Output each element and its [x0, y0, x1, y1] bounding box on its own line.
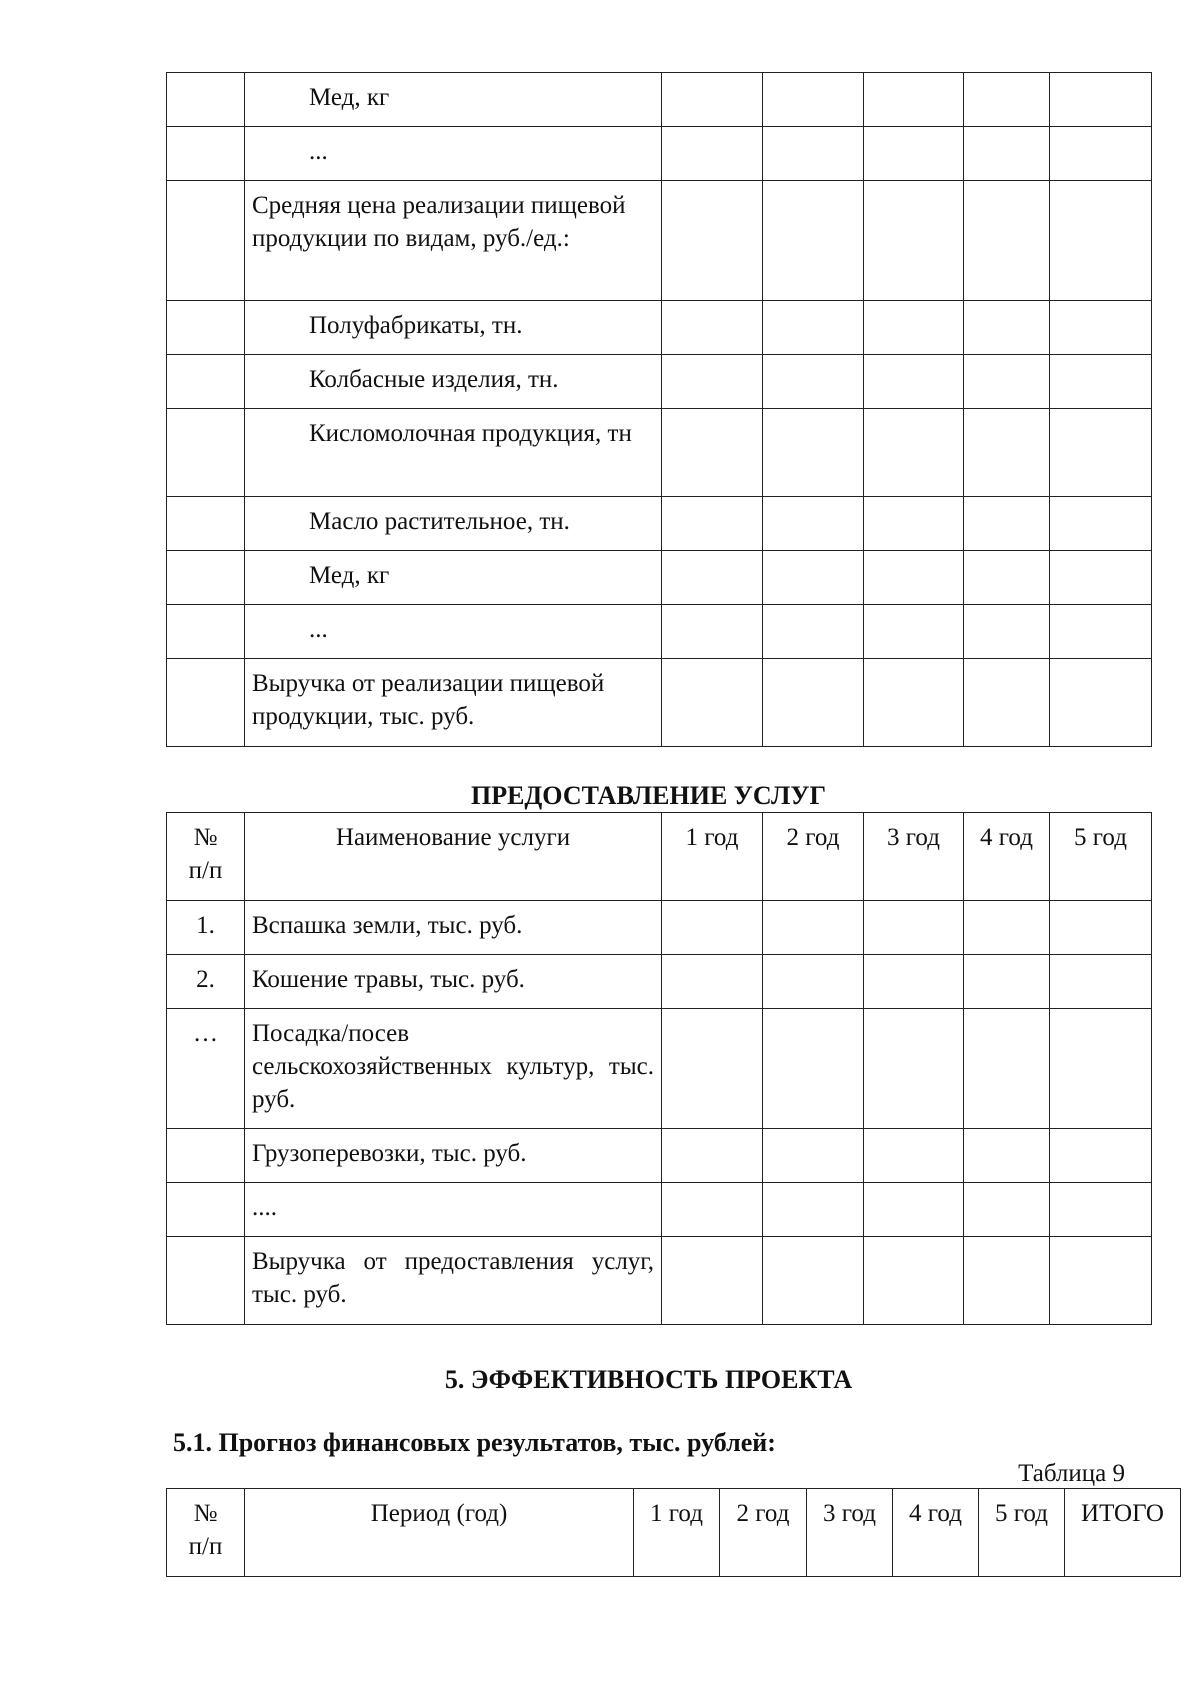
year-cell: [763, 301, 864, 355]
year-cell: [864, 301, 964, 355]
row-number: [167, 181, 245, 301]
year-cell: [964, 605, 1050, 659]
year-cell: [964, 955, 1050, 1009]
row-label: Грузоперевозки, тыс. руб.: [245, 1129, 662, 1183]
financial-results-table: [166, 1488, 1181, 1577]
year-cell: [964, 1237, 1050, 1325]
header-year-3: 3 год: [807, 1489, 893, 1577]
year-cell: [864, 127, 964, 181]
year-cell: [662, 955, 763, 1009]
year-cell: [1050, 955, 1152, 1009]
section-subheading: 5.1. Прогноз финансовых результатов, тыс. рублей:: [173, 1428, 776, 1457]
year-cell: [763, 901, 864, 955]
row-number: [167, 497, 245, 551]
header-number: № п/п: [167, 1489, 245, 1577]
row-number: 1.: [167, 901, 245, 955]
year-cell: [763, 73, 864, 127]
year-cell: [1050, 497, 1152, 551]
year-cell: [964, 1129, 1050, 1183]
table-label: Таблица 9: [1018, 1460, 1125, 1487]
header-year-3: 3 год: [864, 813, 964, 901]
year-cell: [662, 301, 763, 355]
year-cell: [763, 181, 864, 301]
year-cell: [1050, 73, 1152, 127]
year-cell: [964, 181, 1050, 301]
row-number: [167, 355, 245, 409]
row-label: Полуфабрикаты, тн.: [245, 301, 662, 355]
table-row: [167, 73, 1152, 127]
header-year-4: 4 год: [964, 813, 1050, 901]
food-products-table: [166, 72, 1152, 747]
year-cell: [763, 551, 864, 605]
row-number: [167, 551, 245, 605]
year-cell: [964, 1009, 1050, 1129]
header-year-5: 5 год: [979, 1489, 1065, 1577]
year-cell: [1050, 1129, 1152, 1183]
year-cell: [662, 355, 763, 409]
table-row: [167, 659, 1152, 747]
year-cell: [864, 1129, 964, 1183]
year-cell: [1050, 409, 1152, 497]
header-period: Период (год): [245, 1489, 634, 1577]
year-cell: [864, 497, 964, 551]
year-cell: [763, 1183, 864, 1237]
year-cell: [864, 551, 964, 605]
year-cell: [1050, 901, 1152, 955]
year-cell: [763, 1129, 864, 1183]
year-cell: [662, 659, 763, 747]
table-row: [167, 1237, 1152, 1325]
table-row: [167, 901, 1152, 955]
year-cell: [662, 73, 763, 127]
row-label: Выручка от предоставления услуг, тыс. руб.: [245, 1237, 662, 1325]
year-cell: [964, 659, 1050, 747]
table-row: [167, 181, 1152, 301]
row-number: [167, 127, 245, 181]
row-label: Мед, кг: [245, 551, 662, 605]
header-year-5: 5 год: [1050, 813, 1152, 901]
year-cell: [763, 127, 864, 181]
row-label: Кошение травы, тыс. руб.: [245, 955, 662, 1009]
year-cell: [763, 409, 864, 497]
row-number: [167, 301, 245, 355]
row-label: Выручка от реализации пищевой продукции, тыс. руб.: [245, 659, 662, 747]
row-number: 2.: [167, 955, 245, 1009]
year-cell: [864, 73, 964, 127]
year-cell: [662, 901, 763, 955]
table-row: [167, 127, 1152, 181]
services-title: ПРЕДОСТАВЛЕНИЕ УСЛУГ: [470, 781, 827, 810]
year-cell: [1050, 659, 1152, 747]
header-service-name: Наименование услуги: [245, 813, 662, 901]
year-cell: [763, 355, 864, 409]
table-row: [167, 605, 1152, 659]
row-number: [167, 605, 245, 659]
year-cell: [1050, 301, 1152, 355]
table-row: [167, 1129, 1152, 1183]
year-cell: [763, 659, 864, 747]
table-row: [167, 409, 1152, 497]
year-cell: [662, 1183, 763, 1237]
row-number: [167, 659, 245, 747]
year-cell: [864, 605, 964, 659]
year-cell: [662, 551, 763, 605]
row-label: ...: [245, 127, 662, 181]
year-cell: [964, 409, 1050, 497]
table-row: [167, 301, 1152, 355]
row-label: Посадка/посев сельскохозяйственных культур, тыс. руб.: [245, 1009, 662, 1129]
year-cell: [662, 1237, 763, 1325]
row-label: Масло растительное, тн.: [245, 497, 662, 551]
year-cell: [1050, 1009, 1152, 1129]
row-label: Мед, кг: [245, 73, 662, 127]
year-cell: [964, 1183, 1050, 1237]
row-number: [167, 1183, 245, 1237]
header-total: ИТОГО: [1065, 1489, 1181, 1577]
year-cell: [1050, 181, 1152, 301]
year-cell: [964, 901, 1050, 955]
services-table: [166, 812, 1152, 1325]
year-cell: [864, 181, 964, 301]
row-label: ....: [245, 1183, 662, 1237]
table-row: [167, 497, 1152, 551]
year-cell: [763, 1237, 864, 1325]
year-cell: [1050, 127, 1152, 181]
year-cell: [662, 605, 763, 659]
section-heading: 5. ЭФФЕКТИВНОСТЬ ПРОЕКТА: [444, 1365, 853, 1394]
year-cell: [662, 127, 763, 181]
year-cell: [864, 1237, 964, 1325]
year-cell: [662, 497, 763, 551]
header-year-1: 1 год: [634, 1489, 720, 1577]
year-cell: [1050, 1237, 1152, 1325]
row-label: Кисломолочная продукция, тн: [245, 409, 662, 497]
row-label: ...: [245, 605, 662, 659]
year-cell: [1050, 551, 1152, 605]
row-number: [167, 73, 245, 127]
year-cell: [1050, 355, 1152, 409]
table-row: [167, 1183, 1152, 1237]
year-cell: [964, 73, 1050, 127]
year-cell: [1050, 1183, 1152, 1237]
year-cell: [864, 659, 964, 747]
year-cell: [1050, 605, 1152, 659]
year-cell: [964, 355, 1050, 409]
header-year-2: 2 год: [763, 813, 864, 901]
row-number: [167, 409, 245, 497]
table-row: [167, 551, 1152, 605]
table-header-row: [167, 813, 1152, 901]
row-number: [167, 1237, 245, 1325]
year-cell: [864, 901, 964, 955]
header-number: № п/п: [167, 813, 245, 901]
year-cell: [964, 497, 1050, 551]
table-row: [167, 355, 1152, 409]
year-cell: [662, 409, 763, 497]
year-cell: [662, 181, 763, 301]
header-year-2: 2 год: [720, 1489, 807, 1577]
year-cell: [864, 1009, 964, 1129]
year-cell: [964, 551, 1050, 605]
year-cell: [864, 355, 964, 409]
year-cell: [763, 955, 864, 1009]
table-row: [167, 1009, 1152, 1129]
year-cell: [763, 497, 864, 551]
year-cell: [763, 605, 864, 659]
year-cell: [763, 1009, 864, 1129]
year-cell: [864, 1183, 964, 1237]
header-year-1: 1 год: [662, 813, 763, 901]
row-number: [167, 1129, 245, 1183]
year-cell: [864, 955, 964, 1009]
year-cell: [662, 1129, 763, 1183]
table-row: [167, 955, 1152, 1009]
year-cell: [864, 409, 964, 497]
row-label: Колбасные изделия, тн.: [245, 355, 662, 409]
year-cell: [964, 127, 1050, 181]
row-label: Вспашка земли, тыс. руб.: [245, 901, 662, 955]
year-cell: [662, 1009, 763, 1129]
row-label: Средняя цена реализации пищевой продукции по видам, руб./ед.:: [245, 181, 662, 301]
year-cell: [964, 301, 1050, 355]
row-number: …: [167, 1009, 245, 1129]
header-year-4: 4 год: [893, 1489, 979, 1577]
table-header-row: [167, 1489, 1181, 1577]
